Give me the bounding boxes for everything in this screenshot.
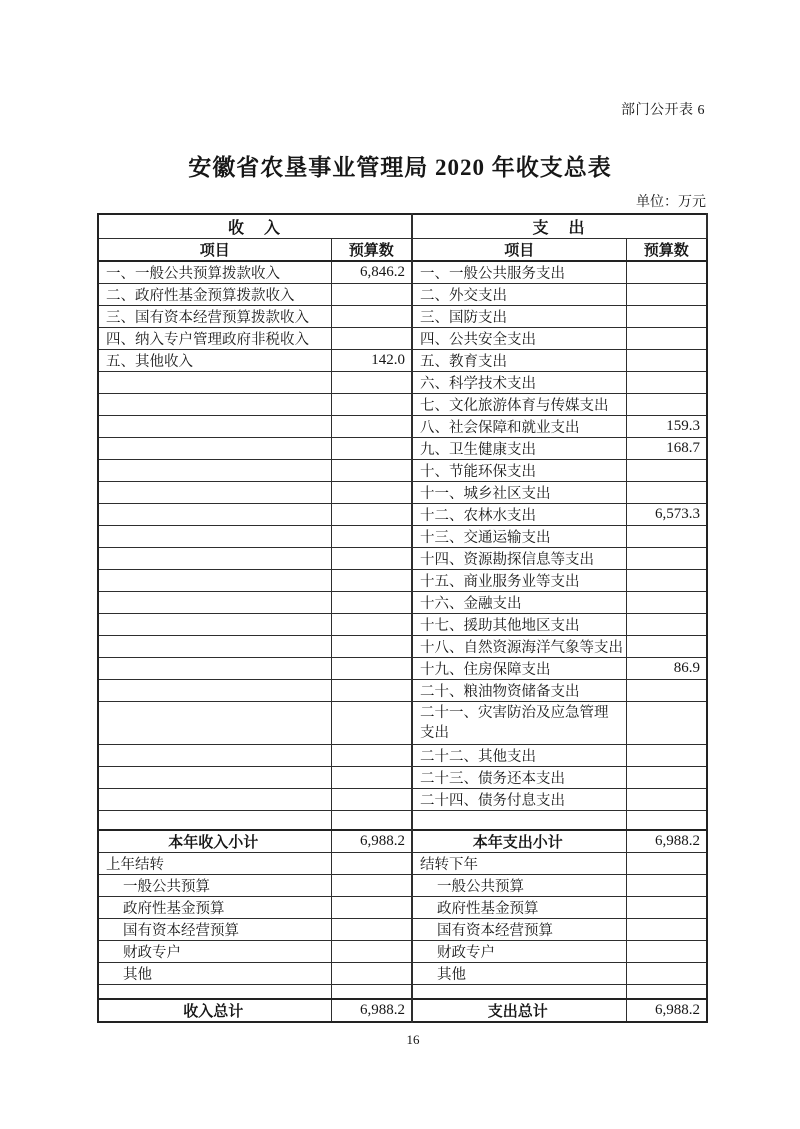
table-row [98, 570, 707, 592]
income-value-cell: 6,846.2 [331, 261, 412, 284]
table-row [98, 896, 707, 918]
income-item-cell [98, 526, 331, 548]
table-row [98, 504, 707, 526]
table-row [98, 918, 707, 940]
income-item-cell [98, 460, 331, 482]
expense-item-cell: 八、社会保障和就业支出 [412, 416, 626, 438]
expense-value-cell [626, 918, 707, 940]
expense-item-cell: 政府性基金预算 [412, 896, 626, 918]
table-row [98, 614, 707, 636]
income-value-cell [331, 328, 412, 350]
expense-item-cell: 十二、农林水支出 [412, 504, 626, 526]
income-item-cell [98, 482, 331, 504]
income-value-cell [331, 789, 412, 811]
table-row [98, 658, 707, 680]
expense-value-cell [626, 394, 707, 416]
table-row [98, 940, 707, 962]
expense-item-cell: 支出总计 [412, 999, 626, 1022]
income-item-cell [98, 614, 331, 636]
income-item-cell: 二、政府性基金预算拨款收入 [98, 284, 331, 306]
table-row [98, 394, 707, 416]
expense-value-cell [626, 789, 707, 811]
income-value-cell [331, 852, 412, 874]
expense-value-cell [626, 261, 707, 284]
expense-item-cell: 二十四、债务付息支出 [412, 789, 626, 811]
income-value-cell [331, 438, 412, 460]
income-item-cell [98, 548, 331, 570]
income-item-cell [98, 438, 331, 460]
expense-item-cell: 二十三、债务还本支出 [412, 767, 626, 789]
expense-item-cell [412, 984, 626, 999]
expense-value-cell [626, 680, 707, 702]
income-item-cell [98, 658, 331, 680]
expense-value-cell [626, 702, 707, 745]
spacer-row [98, 811, 707, 830]
income-item-cell: 国有资本经营预算 [98, 918, 331, 940]
income-value-cell [331, 896, 412, 918]
expense-item-cell: 财政专户 [412, 940, 626, 962]
income-budget-header: 预算数 [331, 239, 412, 262]
expense-value-cell: 86.9 [626, 658, 707, 680]
income-item-cell: 财政专户 [98, 940, 331, 962]
income-item-cell: 收入总计 [98, 999, 331, 1022]
income-value-cell [331, 767, 412, 789]
income-item-cell: 政府性基金预算 [98, 896, 331, 918]
income-item-cell: 本年收入小计 [98, 830, 331, 853]
table-row [98, 999, 707, 1022]
table-row [98, 372, 707, 394]
table-row [98, 680, 707, 702]
income-value-cell [331, 416, 412, 438]
income-value-cell [331, 680, 412, 702]
expense-value-cell [626, 548, 707, 570]
income-value-cell [331, 548, 412, 570]
income-value-cell [331, 702, 412, 745]
income-value-cell [331, 592, 412, 614]
column-header-row [98, 239, 707, 262]
expense-item-cell: 三、国防支出 [412, 306, 626, 328]
income-value-cell [331, 811, 412, 830]
expense-item-cell: 九、卫生健康支出 [412, 438, 626, 460]
expense-item-cell: 十六、金融支出 [412, 592, 626, 614]
expense-item-cell: 国有资本经营预算 [412, 918, 626, 940]
expense-value-cell [626, 745, 707, 767]
income-value-cell [331, 394, 412, 416]
income-item-cell [98, 372, 331, 394]
expense-item-cell: 二十二、其他支出 [412, 745, 626, 767]
table-row [98, 830, 707, 853]
expense-item-cell: 十三、交通运输支出 [412, 526, 626, 548]
income-item-cell [98, 767, 331, 789]
income-item-cell: 一般公共预算 [98, 874, 331, 896]
table-row [98, 962, 707, 984]
expense-item-cell: 其他 [412, 962, 626, 984]
income-value-cell [331, 658, 412, 680]
table-row [98, 328, 707, 350]
table-row [98, 416, 707, 438]
income-value-cell [331, 745, 412, 767]
expense-item-cell: 一般公共预算 [412, 874, 626, 896]
page-number: 16 [406, 1032, 420, 1047]
expense-item-cell: 二十一、灾害防治及应急管理支出 [412, 702, 626, 745]
expense-value-cell [626, 570, 707, 592]
expense-value-cell: 168.7 [626, 438, 707, 460]
table-row [98, 592, 707, 614]
expense-value-cell [626, 896, 707, 918]
expense-item-cell: 十七、援助其他地区支出 [412, 614, 626, 636]
budget-table [97, 213, 708, 1023]
expense-value-cell [626, 372, 707, 394]
table-row [98, 350, 707, 372]
expense-value-cell [626, 852, 707, 874]
income-item-cell: 四、纳入专户管理政府非税收入 [98, 328, 331, 350]
table-row [98, 306, 707, 328]
expense-value-cell: 6,988.2 [626, 830, 707, 853]
expense-value-cell [626, 636, 707, 658]
income-value-cell [331, 372, 412, 394]
income-item-header: 项目 [98, 239, 331, 262]
table-row [98, 460, 707, 482]
expense-value-cell: 159.3 [626, 416, 707, 438]
table-row [98, 702, 707, 745]
unit-label: 单位：万元 [636, 195, 706, 210]
income-section-header: 收 入 [98, 214, 412, 239]
income-item-cell: 三、国有资本经营预算拨款收入 [98, 306, 331, 328]
income-value-cell [331, 874, 412, 896]
expense-value-cell [626, 874, 707, 896]
spacer-row [98, 984, 707, 999]
income-value-cell [331, 504, 412, 526]
income-item-cell: 上年结转 [98, 852, 331, 874]
income-value-cell [331, 460, 412, 482]
income-item-cell [98, 789, 331, 811]
expense-item-cell [412, 811, 626, 830]
table-row [98, 767, 707, 789]
table-row [98, 789, 707, 811]
income-item-cell [98, 702, 331, 745]
table-row [98, 852, 707, 874]
income-value-cell [331, 984, 412, 999]
expense-value-cell [626, 940, 707, 962]
expense-item-cell: 七、文化旅游体育与传媒支出 [412, 394, 626, 416]
income-value-cell: 6,988.2 [331, 830, 412, 853]
expense-item-cell: 六、科学技术支出 [412, 372, 626, 394]
income-value-cell [331, 306, 412, 328]
income-value-cell [331, 482, 412, 504]
expense-item-cell: 十、节能环保支出 [412, 460, 626, 482]
expense-value-cell: 6,988.2 [626, 999, 707, 1022]
expense-value-cell [626, 328, 707, 350]
expense-value-cell [626, 592, 707, 614]
expense-item-cell: 十一、城乡社区支出 [412, 482, 626, 504]
expense-value-cell [626, 306, 707, 328]
expense-value-cell [626, 984, 707, 999]
income-value-cell [331, 940, 412, 962]
expense-item-cell: 一、一般公共服务支出 [412, 261, 626, 284]
income-value-cell [331, 614, 412, 636]
expense-item-cell: 四、公共安全支出 [412, 328, 626, 350]
income-value-cell [331, 636, 412, 658]
expense-value-cell [626, 284, 707, 306]
expense-value-cell [626, 767, 707, 789]
income-item-cell: 五、其他收入 [98, 350, 331, 372]
expense-value-cell [626, 460, 707, 482]
income-item-cell [98, 592, 331, 614]
income-item-cell [98, 745, 331, 767]
income-value-cell [331, 526, 412, 548]
expense-item-cell: 十九、住房保障支出 [412, 658, 626, 680]
income-item-cell [98, 636, 331, 658]
expense-item-cell: 结转下年 [412, 852, 626, 874]
expense-item-cell: 五、教育支出 [412, 350, 626, 372]
expense-item-cell: 本年支出小计 [412, 830, 626, 853]
table-body [98, 261, 707, 1022]
income-item-cell [98, 416, 331, 438]
expense-item-cell: 二十、粮油物资储备支出 [412, 680, 626, 702]
expense-value-cell [626, 526, 707, 548]
income-value-cell [331, 570, 412, 592]
table-row [98, 636, 707, 658]
income-item-cell [98, 811, 331, 830]
income-item-cell [98, 504, 331, 526]
section-header-row [98, 214, 707, 239]
page-title: 安徽省农垦事业管理局 2020 年收支总表 [188, 155, 612, 180]
table-row [98, 261, 707, 284]
income-item-cell [98, 680, 331, 702]
table-row [98, 526, 707, 548]
table-row [98, 284, 707, 306]
expense-item-cell: 十八、自然资源海洋气象等支出 [412, 636, 626, 658]
income-item-cell: 其他 [98, 962, 331, 984]
table-row [98, 482, 707, 504]
expense-value-cell [626, 962, 707, 984]
expense-value-cell [626, 482, 707, 504]
income-value-cell: 6,988.2 [331, 999, 412, 1022]
income-value-cell [331, 918, 412, 940]
table-row [98, 438, 707, 460]
income-item-cell [98, 394, 331, 416]
income-value-cell: 142.0 [331, 350, 412, 372]
table-row [98, 874, 707, 896]
expense-item-cell: 十四、资源勘探信息等支出 [412, 548, 626, 570]
income-value-cell [331, 284, 412, 306]
income-item-cell [98, 570, 331, 592]
income-item-cell: 一、一般公共预算拨款收入 [98, 261, 331, 284]
expense-item-header: 项目 [412, 239, 626, 262]
expense-value-cell [626, 614, 707, 636]
corner-label: 部门公开表 6 [621, 103, 705, 118]
income-value-cell [331, 962, 412, 984]
expense-section-header: 支 出 [412, 214, 707, 239]
expense-budget-header: 预算数 [626, 239, 707, 262]
expense-value-cell [626, 811, 707, 830]
expense-item-cell: 二、外交支出 [412, 284, 626, 306]
expense-value-cell: 6,573.3 [626, 504, 707, 526]
expense-value-cell [626, 350, 707, 372]
income-item-cell [98, 984, 331, 999]
table-row [98, 745, 707, 767]
expense-item-cell: 十五、商业服务业等支出 [412, 570, 626, 592]
table-row [98, 548, 707, 570]
